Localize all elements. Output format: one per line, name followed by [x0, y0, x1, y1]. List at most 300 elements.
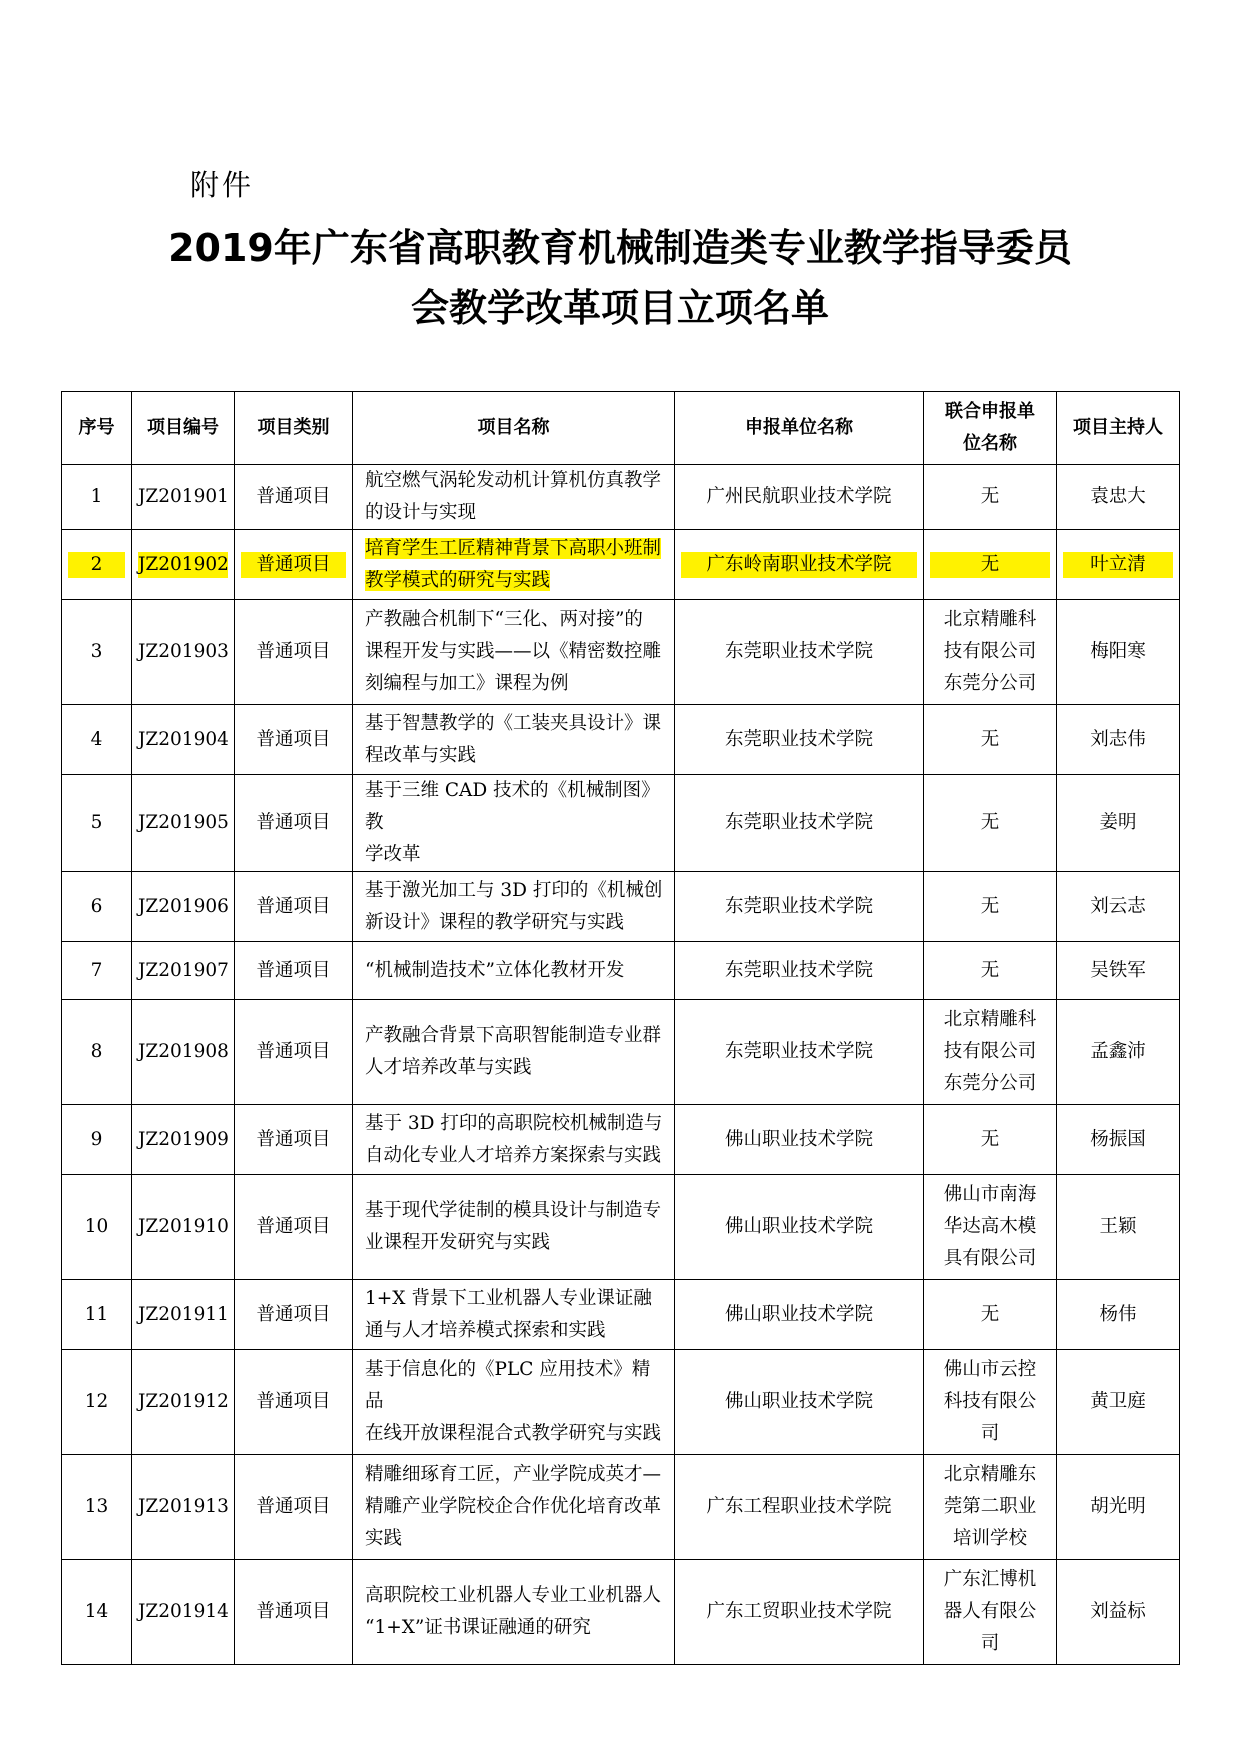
project-name-cell	[353, 530, 675, 600]
project-leader-cell	[1057, 1350, 1180, 1455]
joint-unit-cell-line	[930, 636, 1050, 668]
project-leader-cell-text: 杨振国	[1090, 1128, 1146, 1150]
highlight-band	[68, 552, 125, 578]
project-name-cell-line	[365, 875, 668, 907]
project-type-cell	[235, 705, 353, 775]
highlight-band	[930, 552, 1050, 578]
project-name-cell-line-text: 的设计与实现	[365, 502, 477, 523]
project-name-cell-line-text: 新设计》课程的教学研究与实践	[365, 911, 625, 933]
project-name-cell-line-text: 刻编程与加工》课程为例	[365, 673, 569, 694]
table-row	[62, 1560, 1180, 1665]
project-type-cell	[235, 775, 353, 872]
project-code-cell	[132, 1000, 235, 1105]
joint-unit-cell	[924, 1455, 1057, 1560]
row-number-cell-text: 3	[90, 641, 103, 662]
row-number-cell	[62, 600, 132, 705]
applicant-unit-cell-text: 东莞职业技术学院	[724, 812, 873, 833]
joint-unit-cell-line-text: 器人有限公	[943, 1601, 1037, 1622]
joint-unit-cell-line-text: 具有限公司	[943, 1248, 1037, 1269]
project-name-cell-line-text: 产教融合背景下高职智能制造专业群	[365, 1025, 662, 1046]
project-type-cell	[235, 1455, 353, 1560]
project-name-cell-line-text: 培育学生工匠精神背景下高职小班制	[365, 537, 662, 559]
project-name-cell-line	[365, 533, 668, 565]
joint-unit-cell	[924, 1280, 1057, 1350]
row-number-cell	[62, 530, 132, 600]
project-leader-cell	[1057, 1000, 1180, 1105]
joint-unit-cell-line	[930, 552, 1050, 578]
project-name-cell-line-text: 高职院校工业机器人专业工业机器人	[365, 1585, 662, 1606]
project-leader-cell-text: 刘志伟	[1090, 728, 1146, 750]
applicant-unit-cell-text: 佛山职业技术学院	[724, 1128, 873, 1150]
project-leader-cell-text: 叶立清	[1090, 553, 1146, 575]
project-name-cell-line-text: 基于 3D 打印的高职院校机械制造与	[365, 1112, 663, 1134]
project-name-cell-line-text: 学改革	[365, 844, 421, 865]
row-number-cell-text: 4	[90, 728, 103, 750]
project-name-cell-line	[365, 1227, 668, 1259]
joint-unit-cell-line	[930, 807, 1050, 839]
column-header: 项目名称	[353, 392, 675, 465]
table-row	[62, 465, 1180, 530]
project-code-cell	[132, 775, 235, 872]
project-name-cell	[353, 872, 675, 942]
joint-unit-cell-line	[930, 1564, 1050, 1596]
project-name-cell-line	[365, 565, 668, 597]
project-name-cell-line	[365, 1315, 668, 1347]
project-leader-cell-text: 杨伟	[1099, 1303, 1137, 1325]
joint-unit-cell-line-text: 无	[980, 895, 1000, 917]
project-type-cell-text: 普通项目	[256, 959, 331, 981]
applicant-unit-cell-text: 佛山职业技术学院	[724, 1216, 873, 1237]
row-number-cell	[62, 1105, 132, 1175]
joint-unit-cell-line-text: 佛山市南海	[943, 1184, 1037, 1205]
project-leader-cell	[1057, 1280, 1180, 1350]
row-number-cell-text: 12	[84, 1391, 109, 1412]
project-type-cell-text: 普通项目	[256, 1391, 331, 1412]
joint-unit-cell-line-text: 无	[980, 959, 1000, 981]
highlight-band	[1063, 552, 1173, 578]
joint-unit-cell-line	[930, 1596, 1050, 1628]
project-code-cell	[132, 530, 235, 600]
project-type-cell-text: 普通项目	[256, 1303, 331, 1325]
joint-unit-cell-line	[930, 1418, 1050, 1450]
row-number-cell-text: 8	[90, 1041, 103, 1062]
joint-unit-cell	[924, 465, 1057, 530]
row-number-cell-text: 5	[90, 812, 103, 833]
joint-unit-cell-line	[930, 1068, 1050, 1100]
applicant-unit-cell-text: 广东工程职业技术学院	[706, 1496, 892, 1517]
project-type-cell-text: 普通项目	[256, 486, 331, 507]
document-title	[60, 218, 1180, 338]
joint-unit-cell-line-text: 科技有限公	[943, 1391, 1037, 1412]
row-number-cell	[62, 1000, 132, 1105]
column-header: 申报单位名称	[675, 392, 924, 465]
project-name-cell	[353, 942, 675, 1000]
project-name-cell-line	[365, 1418, 668, 1450]
joint-unit-cell	[924, 530, 1057, 600]
joint-unit-cell-line	[930, 955, 1050, 987]
project-leader-cell-text: 袁忠大	[1090, 486, 1146, 507]
project-leader-cell	[1057, 1175, 1180, 1280]
project-name-cell	[353, 705, 675, 775]
project-code-cell	[132, 1175, 235, 1280]
table-row	[62, 1455, 1180, 1560]
project-leader-cell	[1057, 600, 1180, 705]
joint-unit-cell-line-text: 无	[980, 728, 1000, 750]
joint-unit-cell	[924, 705, 1057, 775]
applicant-unit-cell	[675, 705, 924, 775]
project-name-cell-line-text: 课程开发与实践——以《精密数控雕	[365, 641, 662, 662]
row-number-cell-text: 2	[90, 553, 103, 575]
project-type-cell-text: 普通项目	[256, 895, 331, 917]
joint-unit-cell	[924, 1175, 1057, 1280]
project-name-cell	[353, 1350, 675, 1455]
joint-unit-cell-line	[930, 1211, 1050, 1243]
project-name-cell-line-text: 1+X 背景下工业机器人专业课证融	[365, 1287, 652, 1309]
joint-unit-cell-line	[930, 668, 1050, 700]
project-code-cell-text: JZ201909	[138, 1128, 229, 1150]
project-type-cell	[235, 1105, 353, 1175]
project-code-cell-text: JZ201913	[138, 1496, 229, 1517]
project-type-cell	[235, 1560, 353, 1665]
project-type-cell	[235, 600, 353, 705]
table-row	[62, 600, 1180, 705]
applicant-unit-cell	[675, 942, 924, 1000]
applicant-unit-cell-text: 广东工贸职业技术学院	[706, 1601, 892, 1622]
row-number-cell-text: 14	[84, 1601, 109, 1622]
project-code-cell	[132, 1280, 235, 1350]
applicant-unit-cell	[675, 1350, 924, 1455]
project-name-cell-line-text: 基于信息化的《PLC 应用技术》精品	[365, 1359, 651, 1412]
attachment-label: 附件	[190, 168, 255, 202]
project-name-cell-line-text: 基于现代学徒制的模具设计与制造专	[365, 1200, 662, 1221]
row-number-cell	[62, 1350, 132, 1455]
project-code-cell	[132, 705, 235, 775]
project-name-cell-line-text: 航空燃气涡轮发动机计算机仿真教学	[365, 470, 662, 491]
joint-unit-cell-line	[930, 1004, 1050, 1036]
project-name-cell-line	[365, 1140, 668, 1172]
project-type-cell-text: 普通项目	[256, 1216, 331, 1237]
joint-unit-cell-line-text: 东莞分公司	[943, 673, 1037, 694]
table-body	[62, 465, 1180, 1665]
project-type-cell	[235, 1000, 353, 1105]
project-name-cell-line-text: 业课程开发研究与实践	[365, 1232, 551, 1253]
applicant-unit-cell-text: 广东岭南职业技术学院	[706, 553, 892, 575]
applicant-unit-cell	[675, 775, 924, 872]
project-name-cell	[353, 465, 675, 530]
project-code-cell-text: JZ201904	[138, 728, 229, 750]
joint-unit-cell	[924, 1000, 1057, 1105]
applicant-unit-cell-text: 东莞职业技术学院	[724, 895, 873, 917]
project-leader-cell-text: 吴铁军	[1090, 959, 1146, 981]
applicant-unit-cell	[675, 1560, 924, 1665]
project-name-cell-line	[365, 775, 668, 839]
column-header-joint-unit	[924, 392, 1057, 465]
applicant-unit-cell	[675, 872, 924, 942]
joint-unit-cell	[924, 872, 1057, 942]
project-table	[61, 391, 1180, 1665]
project-type-cell-text: 普通项目	[256, 641, 331, 662]
row-number-cell-text: 11	[84, 1303, 109, 1325]
row-number-cell	[62, 872, 132, 942]
joint-unit-cell	[924, 600, 1057, 705]
table-row	[62, 1105, 1180, 1175]
joint-unit-cell-line	[930, 604, 1050, 636]
joint-unit-cell-line	[930, 1491, 1050, 1523]
project-type-cell	[235, 465, 353, 530]
row-number-cell	[62, 1455, 132, 1560]
project-name-cell-line	[365, 1491, 668, 1523]
joint-unit-cell-line-text: 广东汇博机	[943, 1569, 1037, 1590]
joint-unit-cell-line	[930, 1354, 1050, 1386]
joint-unit-cell-line-text: 司	[980, 1633, 1000, 1654]
joint-unit-cell-line-text: 佛山市云控	[943, 1359, 1037, 1380]
highlight-band	[138, 552, 228, 578]
project-name-cell-line-text: 在线开放课程混合式教学研究与实践	[365, 1423, 662, 1444]
project-leader-cell	[1057, 1455, 1180, 1560]
table-row	[62, 942, 1180, 1000]
project-leader-cell	[1057, 705, 1180, 775]
joint-unit-cell-line-text: 华达高木模	[943, 1216, 1037, 1237]
row-number-cell-text: 13	[84, 1496, 109, 1517]
joint-unit-cell-line-text: 莞第二职业	[943, 1496, 1037, 1517]
joint-unit-cell-line	[930, 481, 1050, 513]
project-leader-cell	[1057, 872, 1180, 942]
project-leader-cell-text: 孟鑫沛	[1090, 1041, 1146, 1062]
project-name-cell-line-text: 人才培养改革与实践	[365, 1057, 532, 1078]
joint-unit-cell	[924, 775, 1057, 872]
project-name-cell-line	[365, 1580, 668, 1612]
joint-unit-cell	[924, 1560, 1057, 1665]
row-number-cell	[62, 1175, 132, 1280]
project-type-cell	[235, 1350, 353, 1455]
project-name-cell-line	[365, 1459, 668, 1491]
project-code-cell	[132, 1560, 235, 1665]
joint-unit-cell-line-text: 技有限公司	[943, 1041, 1037, 1062]
joint-unit-cell-line	[930, 1523, 1050, 1555]
project-name-cell-line-text: 基于三维 CAD 技术的《机械制图》教	[365, 780, 660, 833]
joint-unit-cell-line-text: 无	[980, 812, 1000, 833]
joint-header-line-1: 联合申报单	[945, 401, 1035, 422]
project-name-cell-line-text: 自动化专业人才培养方案探索与实践	[365, 1144, 662, 1166]
project-name-cell-line	[365, 1020, 668, 1052]
project-code-cell	[132, 600, 235, 705]
row-number-cell	[62, 705, 132, 775]
joint-unit-cell-line-text: 无	[980, 1128, 1000, 1150]
project-name-cell-line	[365, 668, 668, 700]
table-row	[62, 775, 1180, 872]
applicant-unit-cell-text: 佛山职业技术学院	[724, 1391, 873, 1412]
project-code-cell-text: JZ201902	[138, 553, 229, 575]
title-line-1: 2019年广东省高职教育机械制造类专业教学指导委员	[168, 226, 1072, 270]
applicant-unit-cell	[675, 600, 924, 705]
project-leader-cell	[1057, 1105, 1180, 1175]
joint-unit-cell-line-text: 技有限公司	[943, 641, 1037, 662]
project-type-cell-text: 普通项目	[256, 1601, 331, 1622]
applicant-unit-cell-text: 东莞职业技术学院	[724, 959, 873, 981]
project-leader-cell-text: 梅阳寒	[1090, 641, 1146, 662]
table-row	[62, 1000, 1180, 1105]
applicant-unit-cell-text: 佛山职业技术学院	[724, 1303, 873, 1325]
project-code-cell-text: JZ201912	[138, 1391, 229, 1412]
project-name-cell-line-text: 程改革与实践	[365, 744, 477, 766]
project-leader-cell	[1057, 465, 1180, 530]
row-number-cell-text: 6	[90, 895, 103, 917]
project-name-cell	[353, 1175, 675, 1280]
project-name-cell-line	[365, 1612, 668, 1644]
project-type-cell-text: 普通项目	[256, 1496, 331, 1517]
joint-unit-cell	[924, 1350, 1057, 1455]
joint-unit-cell-line	[930, 1036, 1050, 1068]
joint-unit-cell	[924, 1105, 1057, 1175]
project-name-cell-line-text: 精雕细琢育工匠，产业学院成英才—	[365, 1464, 662, 1485]
project-leader-cell-text: 刘益标	[1090, 1601, 1146, 1622]
project-code-cell-text: JZ201911	[138, 1303, 229, 1325]
project-type-cell	[235, 530, 353, 600]
project-leader-cell	[1057, 775, 1180, 872]
joint-unit-cell-line-text: 无	[980, 1303, 1000, 1325]
table-row	[62, 530, 1180, 600]
project-name-cell-line	[365, 636, 668, 668]
project-leader-cell-text: 胡光明	[1090, 1496, 1146, 1517]
applicant-unit-cell	[675, 530, 924, 600]
title-line-2: 会教学改革项目立项名单	[410, 286, 829, 330]
highlight-band	[681, 552, 917, 578]
column-header: 序号	[62, 392, 132, 465]
project-code-cell-text: JZ201901	[138, 486, 229, 507]
joint-unit-cell-line	[930, 1299, 1050, 1331]
project-type-cell-text: 普通项目	[256, 728, 331, 750]
table-row	[62, 1280, 1180, 1350]
project-leader-cell	[1057, 942, 1180, 1000]
project-code-cell-text: JZ201908	[138, 1041, 229, 1062]
joint-unit-cell-line-text: 东莞分公司	[943, 1073, 1037, 1094]
applicant-unit-cell	[675, 1175, 924, 1280]
joint-unit-cell-line	[930, 1179, 1050, 1211]
project-code-cell	[132, 465, 235, 530]
project-code-cell	[132, 1455, 235, 1560]
joint-unit-cell-line	[930, 1459, 1050, 1491]
project-name-cell-line	[365, 497, 668, 529]
project-name-cell	[353, 775, 675, 872]
project-type-cell	[235, 942, 353, 1000]
project-type-cell	[235, 872, 353, 942]
highlight-band	[241, 552, 346, 578]
row-number-cell-text: 7	[90, 959, 103, 981]
row-number-cell	[62, 465, 132, 530]
applicant-unit-cell-text: 东莞职业技术学院	[724, 728, 873, 750]
project-type-cell	[235, 1175, 353, 1280]
project-name-cell-line	[365, 1108, 668, 1140]
project-name-cell-line	[365, 955, 668, 987]
joint-unit-cell-line	[930, 724, 1050, 756]
joint-unit-cell-line-text: 北京精雕科	[943, 1009, 1037, 1030]
project-name-cell-line	[365, 907, 668, 939]
project-name-cell	[353, 1000, 675, 1105]
table-row	[62, 705, 1180, 775]
joint-unit-cell-line-text: 司	[980, 1423, 1000, 1444]
applicant-unit-cell	[675, 1105, 924, 1175]
project-name-cell-line	[365, 708, 668, 740]
joint-unit-cell-line-text: 培训学校	[952, 1528, 1027, 1549]
joint-unit-cell-line-text: 北京精雕东	[943, 1464, 1037, 1485]
project-type-cell-text: 普通项目	[256, 553, 331, 575]
row-number-cell	[62, 942, 132, 1000]
project-leader-cell	[1057, 1560, 1180, 1665]
project-leader-cell-text: 王颖	[1099, 1216, 1137, 1237]
joint-unit-cell-line	[930, 891, 1050, 923]
project-code-cell-text: JZ201914	[138, 1601, 229, 1622]
applicant-unit-cell-text: 东莞职业技术学院	[724, 1041, 873, 1062]
joint-unit-cell	[924, 942, 1057, 1000]
project-leader-cell-text: 刘云志	[1090, 895, 1146, 917]
project-name-cell	[353, 1560, 675, 1665]
row-number-cell	[62, 1280, 132, 1350]
project-code-cell-text: JZ201907	[138, 959, 229, 981]
project-name-cell-line-text: 基于激光加工与 3D 打印的《机械创	[365, 879, 663, 901]
applicant-unit-cell	[675, 1280, 924, 1350]
column-header: 项目编号	[132, 392, 235, 465]
project-name-cell-line	[365, 839, 668, 871]
project-code-cell-text: JZ201906	[138, 895, 229, 917]
project-name-cell	[353, 1105, 675, 1175]
project-name-cell-line	[365, 1354, 668, 1418]
project-name-cell-line-text: 产教融合机制下“三化、两对接”的	[365, 609, 643, 630]
column-header: 项目主持人	[1057, 392, 1180, 465]
project-name-cell-line	[365, 465, 668, 497]
row-number-cell-text: 1	[90, 486, 103, 507]
project-name-cell-line-text: 实践	[365, 1528, 403, 1549]
project-name-cell-line	[365, 1195, 668, 1227]
table-header-row	[62, 392, 1180, 465]
project-type-cell	[235, 1280, 353, 1350]
project-type-cell-text: 普通项目	[256, 1041, 331, 1062]
column-header: 项目类别	[235, 392, 353, 465]
applicant-unit-cell	[675, 1455, 924, 1560]
project-name-cell-line-text: “机械制造技术”立体化教材开发	[365, 959, 625, 981]
project-name-cell-line	[365, 1283, 668, 1315]
table-row	[62, 1350, 1180, 1455]
project-name-cell-line-text: 通与人才培养模式探索和实践	[365, 1319, 606, 1341]
joint-unit-cell-line	[930, 1124, 1050, 1156]
table-row	[62, 1175, 1180, 1280]
project-code-cell	[132, 1105, 235, 1175]
project-code-cell	[132, 942, 235, 1000]
joint-unit-cell-line-text: 无	[980, 486, 1000, 507]
applicant-unit-cell-text: 东莞职业技术学院	[724, 641, 873, 662]
joint-header-line-2: 位名称	[963, 433, 1017, 454]
project-name-cell-line-text: “1+X”证书课证融通的研究	[365, 1617, 591, 1638]
table-row	[62, 872, 1180, 942]
project-leader-cell-text: 黄卫庭	[1090, 1391, 1146, 1412]
project-code-cell	[132, 1350, 235, 1455]
project-code-cell-text: JZ201905	[138, 812, 229, 833]
project-name-cell	[353, 600, 675, 705]
project-name-cell-line	[365, 604, 668, 636]
joint-unit-cell-line	[930, 1628, 1050, 1660]
joint-unit-cell-line-text: 北京精雕科	[943, 609, 1037, 630]
row-number-cell-text: 10	[84, 1216, 109, 1237]
row-number-cell-text: 9	[90, 1128, 103, 1150]
row-number-cell	[62, 775, 132, 872]
project-name-cell	[353, 1455, 675, 1560]
joint-unit-cell-line-text: 无	[980, 553, 1000, 575]
project-name-cell-line	[365, 740, 668, 772]
project-leader-cell-text: 姜明	[1099, 812, 1137, 833]
joint-unit-cell-line	[930, 1243, 1050, 1275]
project-name-cell-line-text: 教学模式的研究与实践	[365, 569, 551, 591]
joint-unit-cell-line	[930, 1386, 1050, 1418]
project-name-cell	[353, 1280, 675, 1350]
